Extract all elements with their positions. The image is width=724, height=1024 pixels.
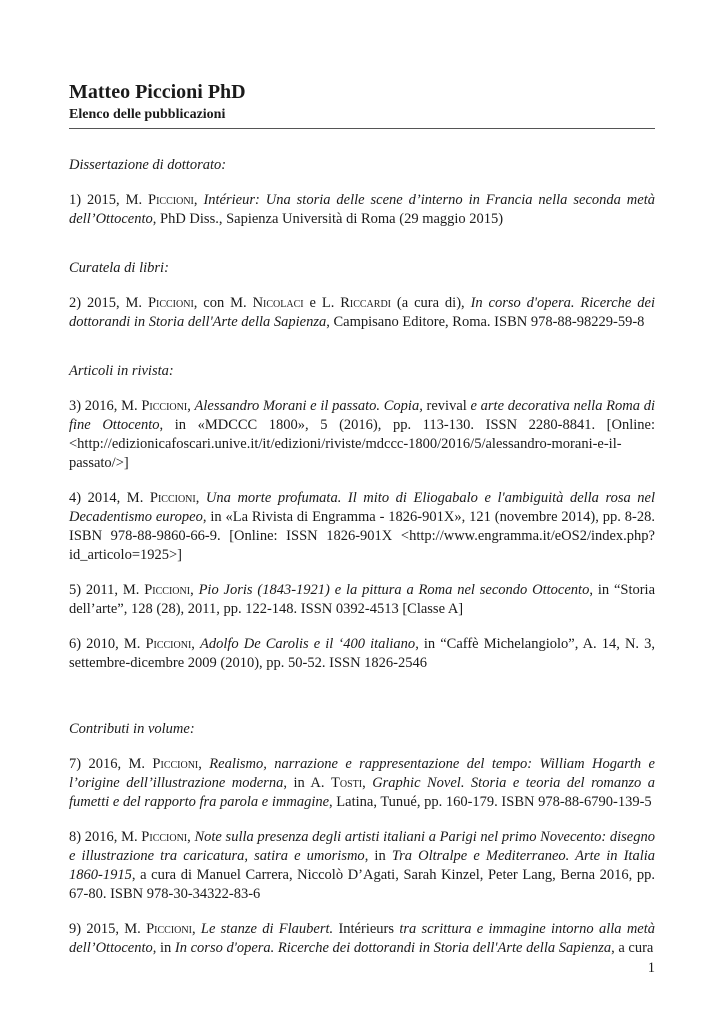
publication-entry-4: 4) 2014, M. Piccioni, Una morte profumata. Il mito di Eliogabalo e l'ambiguità della rosa nel Decadentismo europeo, in «La Rivista di Engramma - 1826-901X», 121 (novembre 2014), pp. 8-28. ISBN 978-88-9860-66-9. [Online: ISSN 1826-901X <http://www.engramma.it/eOS2/index.php?id_articolo=1925>]: [69, 490, 655, 563]
section-heading-edited-books: Curatela di libri:: [69, 260, 169, 276]
page-number: 1: [647, 960, 655, 976]
header-rule: [69, 128, 655, 129]
publication-entry-3: 3) 2016, M. Piccioni, Alessandro Morani e il passato. Copia, revival e arte decorativa nella Roma di fine Ottocento, in «MDCCC 1800», 5 (2016), pp. 113-130. ISSN 2280-8841. [Online: <http://edizionicafoscari.unive.it/it/edizioni/riviste/mdccc-1800/2016/5/alessandro-morani-e-il-passato/>]: [69, 398, 656, 471]
section-heading-dissertation: Dissertazione di dottorato:: [69, 157, 227, 173]
document-page: [69, 80, 655, 958]
publication-entry-1: 1) 2015, M. Piccioni, Intérieur: Una storia delle scene d’interno in Francia nella seconda metà dell’Ottocento, PhD Diss., Sapienza Università di Roma (29 maggio 2015): [69, 192, 655, 227]
document-subtitle: Elenco delle pubblicazioni: [69, 107, 226, 122]
publication-entry-8: 8) 2016, M. Piccioni, Note sulla presenza degli artisti italiani a Parigi nel primo Novecento: disegno e illustrazione tra caricatura, satira e umorismo, in Tra Oltralpe e Mediterraneo. Arte in Italia 1860-1915, a cura di Manuel Carrera, Niccolò D’Agati, Sarah Kinzel, Peter Lang, Berna 2016, pp. 67-80. ISBN 978-30-34322-83-6: [69, 829, 655, 902]
author-name: Matteo Piccioni PhD: [69, 81, 246, 103]
publication-entry-7: 7) 2016, M. Piccioni, Realismo, narrazione e rappresentazione del tempo: William Hogarth e l’origine dell’illustrazione moderna, in A. Tosti, Graphic Novel. Storia e teoria del romanzo a fumetti e del rapporto fra parola e immagine, Latina, Tunué, pp. 160-179. ISBN 978-88-6790-139-5: [69, 756, 656, 810]
publication-entry-5: 5) 2011, M. Piccioni, Pio Joris (1843-1921) e la pittura a Roma nel secondo Ottocento, in “Storia dell’arte”, 128 (28), 2011, pp. 122-148. ISSN 0392-4513 [Classe A]: [69, 582, 656, 617]
section-heading-journal-articles: Articoli in rivista:: [69, 363, 174, 379]
publication-entry-6: 6) 2010, M. Piccioni, Adolfo De Carolis e il ‘400 italiano, in “Caffè Michelangiolo”, A. 14, N. 3, settembre-dicembre 2009 (2010), pp. 50-52. ISSN 1826-2546: [69, 636, 656, 671]
publication-entry-2: 2) 2015, M. Piccioni, con M. Nicolaci e L. Riccardi (a cura di), In corso d'opera. Ricerche dei dottorandi in Storia dell'Arte della Sapienza, Campisano Editore, Roma. ISBN 978-88-98229-59-8: [69, 295, 655, 330]
publication-entry-9: 9) 2015, M. Piccioni, Le stanze di Flaubert. Intérieurs tra scrittura e immagine intorno alla metà dell’Ottocento, in In corso d'opera. Ricerche dei dottorandi in Storia dell'Arte della Sapienza, a cura: [69, 921, 656, 956]
section-heading-book-chapters: Contributi in volume:: [69, 721, 195, 737]
